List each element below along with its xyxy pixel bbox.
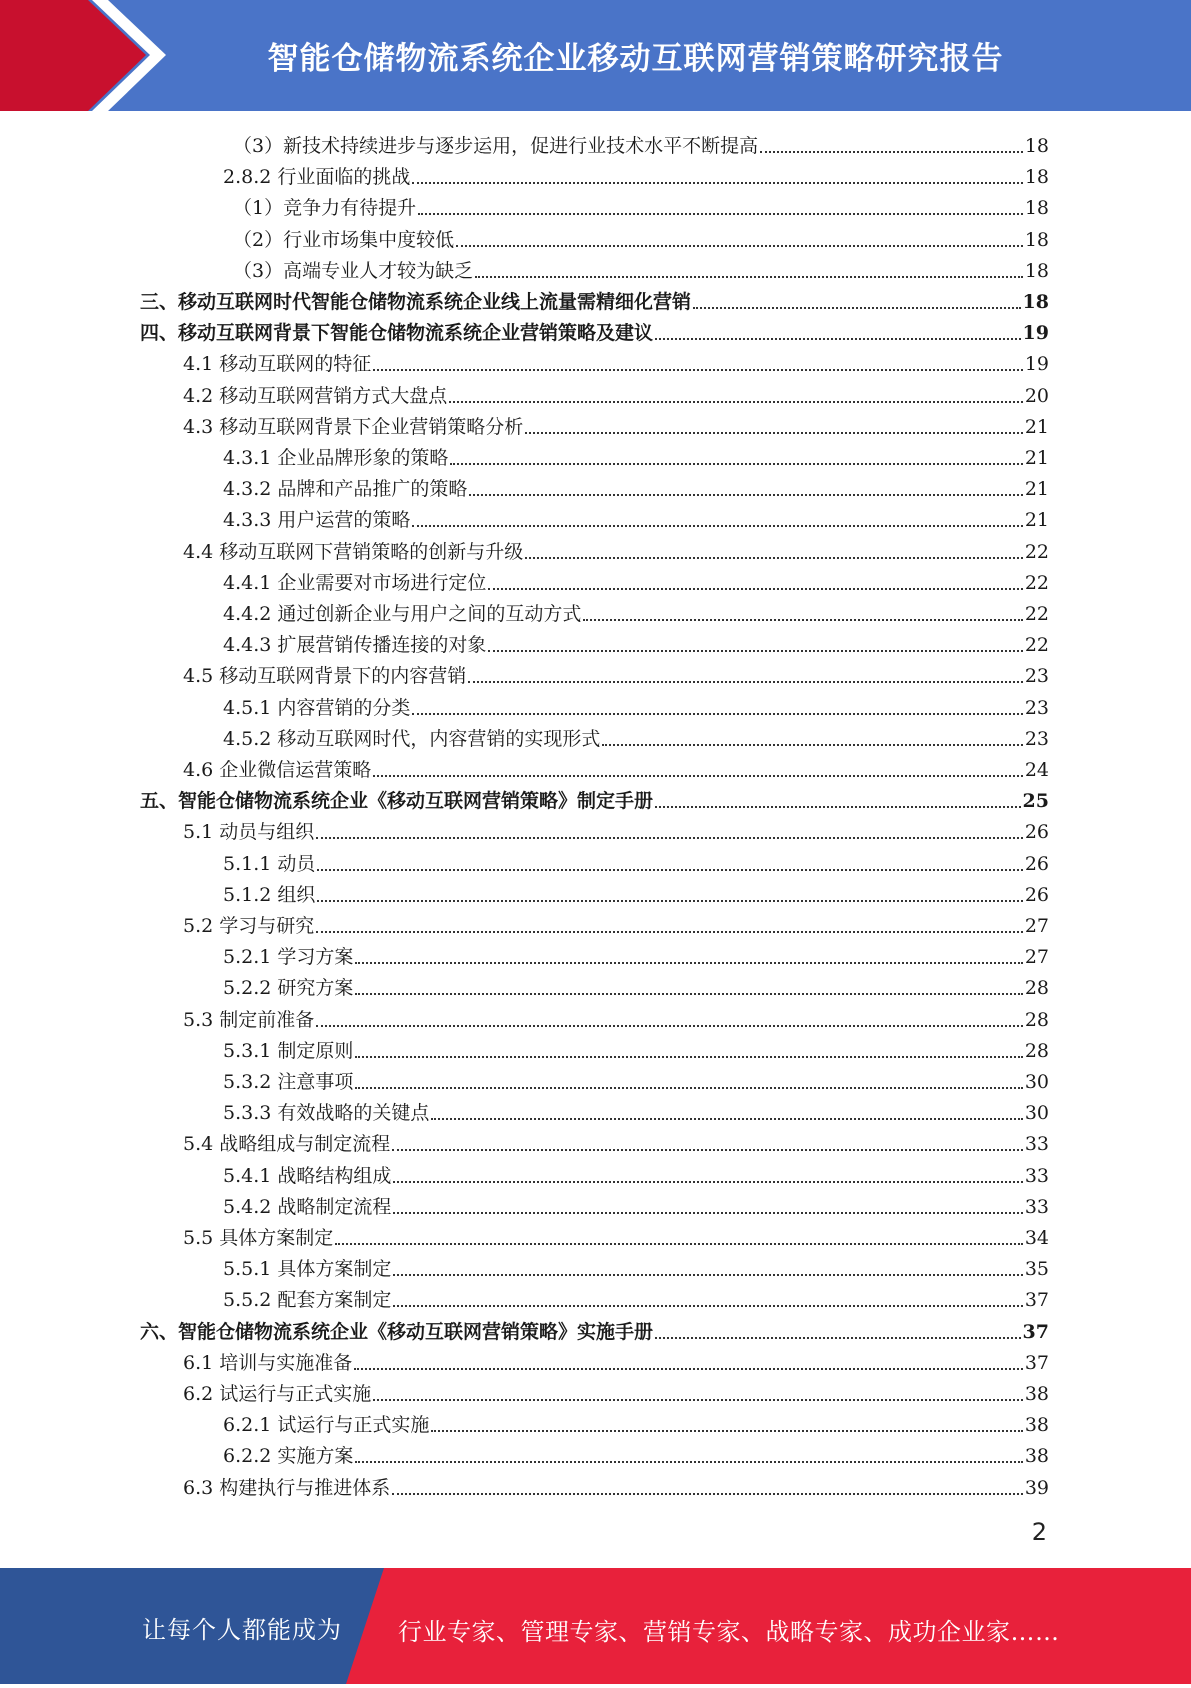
toc-entry[interactable] xyxy=(183,908,1049,938)
toc-entry-title: 五、智能仓储物流系统企业《移动互联网营销策略》制定手册 xyxy=(140,790,654,813)
toc-entry-title: 4.4.3 扩展营销传播连接的对象 xyxy=(223,634,487,657)
toc-entry-title: 6.2 试运行与正式实施 xyxy=(183,1383,372,1405)
toc-entry-title: 4.3.3 用户运营的策略 xyxy=(223,509,411,532)
toc-entry-title: 5.5 具体方案制定 xyxy=(183,1227,334,1249)
toc-entry-title: 5.4 战略组成与制定流程 xyxy=(183,1133,391,1156)
toc-entry-page: 21 xyxy=(1024,478,1049,501)
toc-entry-title: 四、移动互联网背景下智能仓储物流系统企业营销策略及建议 xyxy=(140,322,654,345)
toc-leader-dots xyxy=(583,619,1022,621)
toc-entry-page: 22 xyxy=(1024,571,1049,594)
toc-entry-title: 5.4.1 战略结构组成 xyxy=(223,1164,392,1187)
toc-entry-title: （3）新技术持续进步与逐步运用，促进行业技术水平不断提高 xyxy=(233,135,759,157)
toc-leader-dots xyxy=(525,557,1023,559)
toc-entry[interactable] xyxy=(183,409,1049,439)
toc-entry-title: 5.5.2 配套方案制定 xyxy=(223,1289,392,1312)
toc-entry[interactable] xyxy=(233,190,1049,220)
toc-entry-title: 4.5.2 移动互联网时代，内容营销的实现形式 xyxy=(223,727,601,750)
toc-entry-page: 19 xyxy=(1022,322,1049,345)
toc-entry-page: 23 xyxy=(1024,665,1049,688)
toc-entry-title: 4.2 移动互联网营销方式大盘点 xyxy=(183,384,448,407)
toc-leader-dots xyxy=(354,1368,1023,1370)
toc-entry-title: 4.4.2 通过创新企业与用户之间的互动方式 xyxy=(223,603,582,625)
toc-leader-dots xyxy=(450,463,1022,465)
toc-entry-title: 5.4.2 战略制定流程 xyxy=(223,1195,392,1218)
toc-leader-dots xyxy=(431,1430,1022,1432)
toc-entry-title: 5.5.1 具体方案制定 xyxy=(223,1258,392,1281)
toc-leader-dots xyxy=(392,1493,1023,1495)
toc-entry-title: 4.4 移动互联网下营销策略的创新与升级 xyxy=(183,540,524,563)
toc-entry-page: 23 xyxy=(1024,727,1049,750)
toc-entry-page: 26 xyxy=(1024,852,1049,875)
toc-entry-title: 6.3 构建执行与推进体系 xyxy=(183,1476,391,1499)
toc-entry-title: 5.2.2 研究方案 xyxy=(223,977,354,1000)
toc-leader-dots xyxy=(412,525,1022,527)
toc-entry[interactable] xyxy=(183,658,1049,688)
toc-leader-dots xyxy=(355,1461,1022,1463)
toc-entry-page: 30 xyxy=(1024,1102,1049,1125)
page-number: 2 xyxy=(1031,1518,1047,1546)
toc-leader-dots xyxy=(418,213,1023,215)
toc-entry[interactable] xyxy=(183,534,1049,564)
toc-leader-dots xyxy=(449,401,1023,403)
toc-leader-dots xyxy=(468,681,1023,683)
toc-entry[interactable] xyxy=(140,1314,1049,1344)
toc-entry-page: 39 xyxy=(1024,1476,1049,1499)
toc-entry[interactable] xyxy=(140,284,1049,314)
toc-leader-dots xyxy=(488,588,1022,590)
toc-entry-page: 24 xyxy=(1024,759,1049,781)
toc-leader-dots xyxy=(655,338,1021,340)
toc-entry-page: 33 xyxy=(1024,1133,1049,1156)
toc-entry[interactable] xyxy=(183,814,1049,844)
toc-leader-dots xyxy=(456,245,1023,247)
toc-leader-dots xyxy=(393,1305,1022,1307)
toc-entry-title: 5.1 动员与组织 xyxy=(183,821,315,844)
toc-entry[interactable] xyxy=(223,939,1049,969)
toc-entry[interactable] xyxy=(223,877,1049,907)
toc-entry[interactable] xyxy=(223,1033,1049,1063)
toc-leader-dots xyxy=(655,1337,1021,1339)
toc-leader-dots xyxy=(525,432,1023,434)
toc-entry-page: 18 xyxy=(1024,228,1049,251)
toc-entry-title: 5.2 学习与研究 xyxy=(183,915,315,937)
toc-entry-title: 4.4.1 企业需要对市场进行定位 xyxy=(223,571,487,594)
toc-leader-dots xyxy=(355,993,1022,995)
toc-leader-dots xyxy=(412,713,1022,715)
toc-leader-dots xyxy=(335,1243,1023,1245)
toc-entry-title: 5.1.2 组织 xyxy=(223,883,316,906)
toc-entry[interactable] xyxy=(233,128,1049,158)
toc-entry[interactable] xyxy=(223,690,1049,720)
toc-entry-title: 5.2.1 学习方案 xyxy=(223,946,354,969)
toc-leader-dots xyxy=(317,900,1022,902)
toc-leader-dots xyxy=(316,931,1023,933)
toc-leader-dots xyxy=(355,962,1022,964)
toc-entry[interactable] xyxy=(233,253,1049,283)
toc-leader-dots xyxy=(760,151,1023,153)
toc-entry-page: 21 xyxy=(1024,509,1049,532)
toc-entry[interactable] xyxy=(183,1220,1049,1250)
toc-entry[interactable] xyxy=(223,721,1049,751)
toc-entry-page: 18 xyxy=(1022,291,1049,313)
toc-entry-title: 5.3 制定前准备 xyxy=(183,1008,315,1031)
toc-entry-page: 28 xyxy=(1024,977,1049,1000)
toc-leader-dots xyxy=(393,1181,1022,1183)
toc-entry[interactable] xyxy=(223,159,1049,189)
toc-entry-page: 18 xyxy=(1024,197,1049,220)
toc-entry-page: 22 xyxy=(1024,603,1049,625)
toc-entry-title: 4.3.2 品牌和产品推广的策略 xyxy=(223,478,468,501)
toc-entry[interactable] xyxy=(223,1064,1049,1094)
toc-entry[interactable] xyxy=(223,1407,1049,1437)
toc-entry-page: 35 xyxy=(1024,1258,1049,1281)
toc-leader-dots xyxy=(412,182,1022,184)
toc-entry[interactable] xyxy=(183,752,1049,782)
toc-entry[interactable] xyxy=(223,1095,1049,1125)
toc-entry-title: 6.2.2 实施方案 xyxy=(223,1445,354,1468)
toc-entry-title: 4.1 移动互联网的特征 xyxy=(183,353,372,376)
document-title: 智能仓储物流系统企业移动互联网营销策略研究报告 xyxy=(267,41,1004,77)
toc-entry-page: 38 xyxy=(1024,1445,1049,1468)
toc-entry-page: 23 xyxy=(1024,696,1049,719)
toc-entry-page: 22 xyxy=(1024,540,1049,563)
toc-entry[interactable] xyxy=(223,502,1049,532)
toc-entry[interactable] xyxy=(233,222,1049,252)
toc-entry[interactable] xyxy=(223,846,1049,876)
toc-entry-page: 33 xyxy=(1024,1195,1049,1218)
toc-entry-page: 19 xyxy=(1024,353,1049,376)
toc-entry-title: 2.8.2 行业面临的挑战 xyxy=(223,166,411,189)
toc-entry-page: 18 xyxy=(1024,259,1049,282)
toc-entry-page: 37 xyxy=(1024,1289,1049,1312)
toc-entry[interactable] xyxy=(183,346,1049,376)
toc-entry[interactable] xyxy=(183,378,1049,408)
toc-leader-dots xyxy=(316,837,1023,839)
toc-entry[interactable] xyxy=(223,565,1049,595)
toc-entry-page: 20 xyxy=(1024,384,1049,407)
toc-entry[interactable] xyxy=(223,970,1049,1000)
toc-entry-page: 30 xyxy=(1024,1071,1049,1093)
toc-entry-page: 37 xyxy=(1022,1320,1049,1343)
toc-entry-page: 37 xyxy=(1024,1351,1049,1374)
toc-entry-page: 27 xyxy=(1024,946,1049,969)
toc-entry[interactable] xyxy=(223,1189,1049,1219)
toc-leader-dots xyxy=(431,1118,1022,1120)
toc-entry-page: 21 xyxy=(1024,447,1049,469)
toc-entry[interactable] xyxy=(223,471,1049,501)
toc-leader-dots xyxy=(373,775,1023,777)
toc-leader-dots xyxy=(655,806,1021,808)
toc-leader-dots xyxy=(316,1025,1023,1027)
toc-entry-title: （3）高端专业人才较为缺乏 xyxy=(233,259,474,282)
toc-leader-dots xyxy=(355,1087,1022,1089)
toc-entry-title: 六、智能仓储物流系统企业《移动互联网营销策略》实施手册 xyxy=(140,1320,654,1343)
toc-entry-title: 4.5 移动互联网背景下的内容营销 xyxy=(183,665,467,688)
toc-entry-page: 28 xyxy=(1024,1008,1049,1031)
toc-entry-page: 26 xyxy=(1024,883,1049,906)
toc-entry[interactable] xyxy=(183,1345,1049,1375)
toc-entry[interactable] xyxy=(223,1158,1049,1188)
toc-entry-title: 5.3.3 有效战略的关键点 xyxy=(223,1102,430,1125)
toc-entry-page: 21 xyxy=(1024,415,1049,438)
toc-leader-dots xyxy=(469,494,1022,496)
toc-leader-dots xyxy=(475,276,1023,278)
footer-slogan-right: 行业专家、管理专家、营销专家、战略专家、成功企业家…… xyxy=(398,1618,1060,1646)
toc-entry-page: 25 xyxy=(1022,790,1049,813)
toc-entry-page: 34 xyxy=(1024,1227,1049,1249)
toc-entry[interactable] xyxy=(183,1126,1049,1156)
toc-entry[interactable] xyxy=(140,315,1049,345)
toc-entry-page: 27 xyxy=(1024,915,1049,937)
toc-leader-dots xyxy=(393,1212,1022,1214)
toc-entry[interactable] xyxy=(223,596,1049,626)
toc-leader-dots xyxy=(488,650,1022,652)
toc-entry-title: （1）竞争力有待提升 xyxy=(233,197,417,220)
toc-leader-dots xyxy=(373,1399,1023,1401)
toc-leader-dots xyxy=(355,1056,1022,1058)
toc-entry[interactable] xyxy=(140,783,1049,813)
toc-entry-page: 28 xyxy=(1024,1039,1049,1062)
toc-entry-title: 三、移动互联网时代智能仓储物流系统企业线上流量需精细化营销 xyxy=(140,291,692,313)
toc-entry[interactable] xyxy=(183,1376,1049,1406)
toc-leader-dots xyxy=(393,1274,1022,1276)
toc-entry[interactable] xyxy=(183,1470,1049,1500)
footer-slogan-left: 让每个人都能成为 xyxy=(142,1616,342,1644)
toc-entry-page: 18 xyxy=(1024,166,1049,189)
toc-entry-title: 4.5.1 内容营销的分类 xyxy=(223,696,411,719)
toc-leader-dots xyxy=(693,307,1021,309)
toc-entry[interactable] xyxy=(223,1251,1049,1281)
toc-entry-title: 6.2.1 试运行与正式实施 xyxy=(223,1414,430,1437)
toc-entry-title: 6.1 培训与实施准备 xyxy=(183,1351,353,1374)
toc-leader-dots xyxy=(317,869,1022,871)
toc-entry[interactable] xyxy=(183,1002,1049,1032)
header-band xyxy=(0,0,1191,111)
toc-leader-dots xyxy=(602,744,1022,746)
toc-entry-page: 22 xyxy=(1024,634,1049,657)
toc-entry-page: 26 xyxy=(1024,821,1049,844)
toc-entry-title: 5.1.1 动员 xyxy=(223,852,316,875)
toc-leader-dots xyxy=(373,369,1023,371)
toc-entry[interactable] xyxy=(223,1282,1049,1312)
toc-entry-title: （2）行业市场集中度较低 xyxy=(233,228,455,251)
toc-entry-title: 4.3.1 企业品牌形象的策略 xyxy=(223,447,449,469)
toc-entry-title: 4.6 企业微信运营策略 xyxy=(183,759,372,781)
toc-entry[interactable] xyxy=(223,1438,1049,1468)
toc-entry[interactable] xyxy=(223,440,1049,470)
toc-entry-page: 38 xyxy=(1024,1414,1049,1437)
toc-leader-dots xyxy=(392,1149,1023,1151)
toc-entry-title: 5.3.2 注意事项 xyxy=(223,1071,354,1093)
toc-entry[interactable] xyxy=(223,627,1049,657)
toc-entry-page: 33 xyxy=(1024,1164,1049,1187)
toc-entry-page: 18 xyxy=(1024,135,1049,157)
toc-entry-title: 4.3 移动互联网背景下企业营销策略分析 xyxy=(183,415,524,438)
toc-entry-title: 5.3.1 制定原则 xyxy=(223,1039,354,1062)
toc-entry-page: 38 xyxy=(1024,1383,1049,1405)
